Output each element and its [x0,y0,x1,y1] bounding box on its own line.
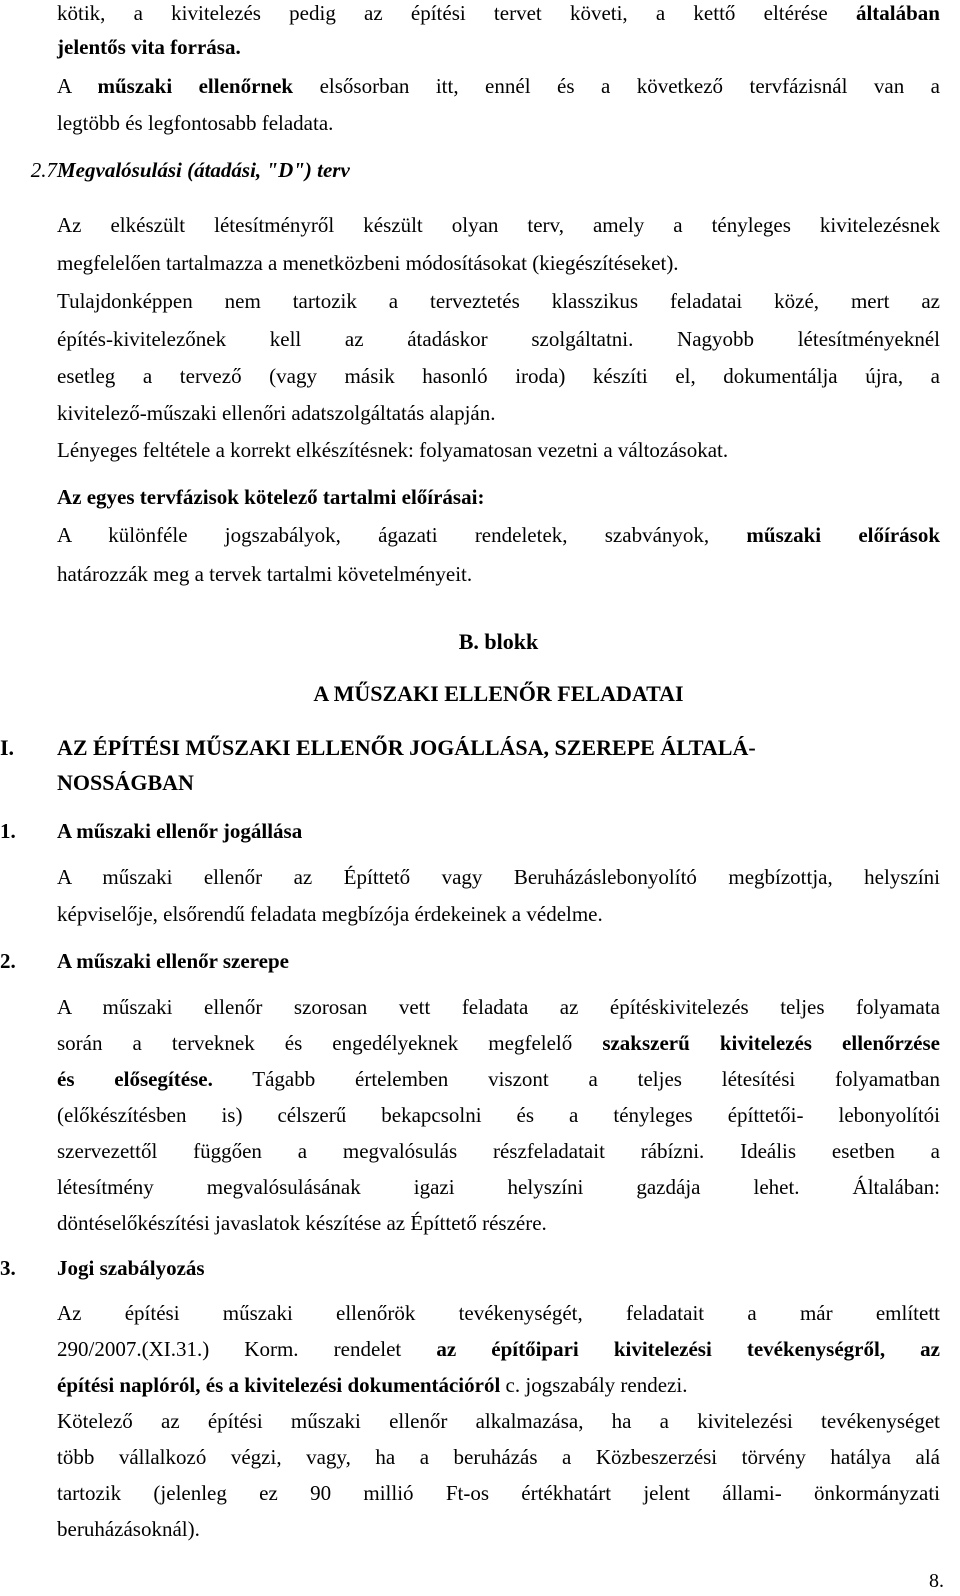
page-number: 8. [929,1570,944,1592]
section-1-line-1: A műszaki ellenőr az Építtető vagy Beruházáslebonyolító megbízottja, helyszíni [57,865,940,889]
part-1-number: I. [0,735,15,760]
section-3-title: Jogi szabályozás [57,1256,205,1280]
section-2-line-4: (előkészítésben is) célszerű bekapcsolni és a tényleges építtetői- lebonyolítói [57,1103,940,1127]
intro-line-1: kötik, a kivitelezés pedig az építési tervet követi, a kettő eltérése általában [57,1,940,25]
section-2-title: A műszaki ellenőr szerepe [57,949,289,973]
requirements-line-1: A különféle jogszabályok, ágazati rendeletek, szabványok, műszaki előírások [57,523,940,547]
section-2-7-title: Megvalósulási (átadási, "D") terv [57,158,350,182]
requirements-line-2: határozzák meg a tervek tartalmi követelményeit. [57,562,473,586]
block-heading: A MŰSZAKI ELLENŐR FELADATAI [313,681,684,706]
section-2-7-line-3: Tulajdonképpen nem tartozik a terveztetés klasszikus feladatai közé, mert az [57,289,940,313]
section-3-line-3: építési naplóról, és a kivitelezési dokumentációról c. jogszabály rendezi. [57,1373,688,1397]
section-2-7-number: 2.7 [30,158,57,182]
block-label: B. blokk [458,629,539,654]
section-1-number: 1. [0,819,16,843]
requirements-title: Az egyes tervfázisok kötelező tartalmi előírásai: [57,485,485,509]
section-2-7-line-5: esetleg a tervező (vagy másik hasonló iroda) készíti el, dokumentálja újra, a [57,364,940,388]
section-2-line-6: létesítmény megvalósulásának igazi helyszíni gazdája lehet. Általában: [57,1175,940,1199]
intro-line-3: A műszaki ellenőrnek elsősorban itt, ennél és a következő tervfázisnál van a [57,74,940,98]
section-2-line-2: során a terveknek és engedélyeknek megfelelő szakszerű kivitelezés ellenőrzése [57,1031,940,1055]
section-2-7-line-7: Lényeges feltétele a korrekt elkészítésnek: folyamatosan vezetni a változásokat. [57,438,729,462]
section-3-line-4: Kötelező az építési műszaki ellenőr alkalmazása, ha a kivitelezési tevékenységet [57,1409,940,1433]
section-2-7-line-2: megfelelően tartalmazza a menetközbeni módosításokat (kiegészítéseket). [57,251,679,275]
section-2-line-5: szervezettől függően a megvalósulás részfeladatait rábízni. Ideális esetben a [57,1139,940,1163]
section-3-line-5: több vállalkozó végzi, vagy, ha a beruházás a Közbeszerzési törvény hatálya alá [57,1445,940,1469]
section-1-title: A műszaki ellenőr jogállása [57,819,303,843]
section-1-line-2: képviselője, elsőrendű feladata megbízója érdekeinek a védelme. [57,902,603,926]
section-2-line-1: A műszaki ellenőr szorosan vett feladata az építéskivitelezés teljes folyamata [57,995,940,1019]
part-1-title-line-2: NOSSÁGBAN [57,770,194,795]
part-1-title-line-1: AZ ÉPÍTÉSI MŰSZAKI ELLENŐR JOGÁLLÁSA, SZEREPE ÁLTALÁ- [57,735,756,760]
section-2-7-line-6: kivitelező-műszaki ellenőri adatszolgáltatás alapján. [57,401,496,425]
section-2-7-line-4: építés-kivitelezőnek kell az átadáskor szolgáltatni. Nagyobb létesítményeknél [57,327,940,351]
section-2-number: 2. [0,949,16,973]
section-3-line-2: 290/2007.(XI.31.) Korm. rendelet az építőipari kivitelezési tevékenységről, az [57,1337,940,1361]
section-2-line-7: döntéselőkészítési javaslatok készítése az Építtető részére. [57,1211,547,1235]
intro-line-2: jelentős vita forrása. [57,35,241,59]
section-2-line-3: és elősegítése. Tágabb értelemben viszont a teljes létesítési folyamatban [57,1067,940,1091]
section-3-line-6: tartozik (jelenleg ez 90 millió Ft-os értékhatárt jelent állami- önkormányzati [57,1481,940,1505]
section-3-line-1: Az építési műszaki ellenőrök tevékenységét, feladatait a már említett [57,1301,940,1325]
section-3-line-7: beruházásoknál). [57,1517,200,1541]
section-2-7-line-1: Az elkészült létesítményről készült olyan terv, amely a tényleges kivitelezésnek [57,213,940,237]
intro-line-4: legtöbb és legfontosabb feladata. [57,111,334,135]
section-3-number: 3. [0,1256,16,1280]
